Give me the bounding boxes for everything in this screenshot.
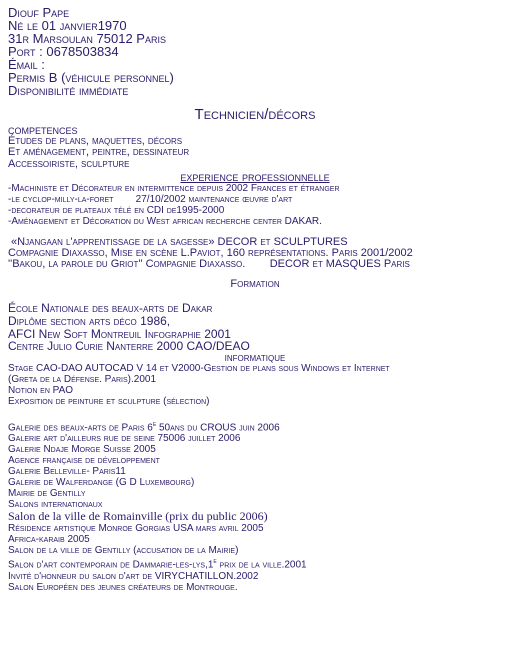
stage-line: Stage CAO-DAO AUTOCAD V 14 et V2000-Gestion de plans sous Windows et Internet [8, 363, 390, 375]
show-title: «Njangaan l'apprentissage de la sagesse» DECOR et SCULPTURES [8, 235, 348, 248]
competence-line: Et aménagement, peintre, dessinateur [8, 146, 190, 159]
show-detail: Compagnie Diaxasso, Mise en scène L.Paviot, 160 représentations. Paris 2001/2002 [8, 247, 413, 260]
birth-date: Né le 01 janvier1970 [8, 18, 127, 33]
exposition-text: prix de la ville.2001 [216, 559, 307, 571]
exposition-item: Galerie art d'ailleurs rue de seine 75006 juillet 2006 [8, 433, 241, 445]
superscript: e [152, 421, 157, 429]
experience-item: -decorateur de plateaux télé en CDI de1995-2000 [8, 204, 225, 216]
cv-document [8, 6, 502, 593]
exposition-item: Galerie Belleville- Paris11 [8, 466, 126, 478]
driving-license: Permis B (véhicule personnel) [8, 70, 174, 85]
formation-heading: Formation [230, 277, 280, 290]
experience-item: -Aménagement et Décoration du West african recherche center DAKAR. [8, 215, 322, 227]
exposition-item: Galerie de Walferdange (G D Luxembourg) [8, 477, 195, 489]
phone: Port : 0678503834 [8, 44, 119, 59]
exposition-item: Résidence artistique Monroe Gorgias USA mars avril 2005 [8, 523, 264, 535]
experience-item: -le cyclop-milly-la-foret 27/10/2002 maintenance œuvre d'art [8, 193, 293, 205]
show-detail: ''Bakou, la parole du Griot'' Compagnie Diaxasso. DECOR et MASQUES Paris [8, 258, 410, 271]
exposition-item: Salon Européen des jeunes créateurs de Montrouge. [8, 581, 238, 593]
formation-line: École Nationale des beaux-arts de Dakar [8, 301, 213, 316]
exposition-item-romainville: Salon de la ville de Romainville (prix du public 2006) [8, 509, 268, 524]
exposition-item: Mairie de Gentilly [8, 488, 86, 500]
exposition-heading: Exposition de peinture et sculpture (sélection) [8, 396, 210, 408]
exposition-text: Salon d'art contemporain de Dammarie-les-lys,1 [8, 559, 214, 571]
exposition-item [8, 419, 502, 433]
exposition-item [8, 556, 502, 570]
exposition-item: Salon de la ville de Gentilly (accusation de la Mairie) [8, 545, 239, 557]
formation-line: Centre Julio Curie Nanterre 2000 CAO/DEAO [8, 339, 250, 354]
experience-heading: experience professionnelle [180, 168, 330, 184]
exposition-item: Africa-karaib 2005 [8, 534, 90, 546]
stage-line: (Greta de la Défense. Paris).2001 [8, 374, 157, 386]
exposition-item: Salons internationaux [8, 499, 103, 511]
competence-line: Études de plans, maquettes, décors [8, 135, 183, 147]
pao-line: Notion en PAO [8, 385, 74, 397]
competence-line: Accessoiriste, sculpture [8, 157, 130, 170]
address: 31r Marsoulan 75012 Paris [8, 31, 166, 46]
availability: Disponibilité immédiate [8, 83, 129, 98]
exposition-text: Galerie des beaux-arts de Paris 6 [8, 422, 153, 434]
superscript: e [213, 558, 217, 566]
email: Émail : [8, 57, 45, 72]
exposition-item: Galerie Ndaje Morge Suisse 2005 [8, 444, 156, 456]
exposition-item: Invité d'honneur du salon d'art de VIRYCHATILLON.2002 [8, 570, 259, 582]
formation-line: AFCI New Soft Montreuil Infographie 2001 [8, 327, 231, 342]
exposition-text: 50ans du CROUS juin 2006 [156, 422, 280, 434]
name: Diouf Pape [8, 5, 70, 20]
informatique-heading: informatique [224, 350, 286, 365]
job-title: Technicien/décors [194, 106, 316, 123]
formation-line: Diplôme section arts déco 1986, [8, 314, 171, 329]
exposition-item: Agence française de développement [8, 455, 160, 467]
competences-heading: competences [8, 122, 78, 137]
experience-item: -Machiniste et Décorateur en intermittence depuis 2002 Frances et étranger [8, 182, 340, 194]
